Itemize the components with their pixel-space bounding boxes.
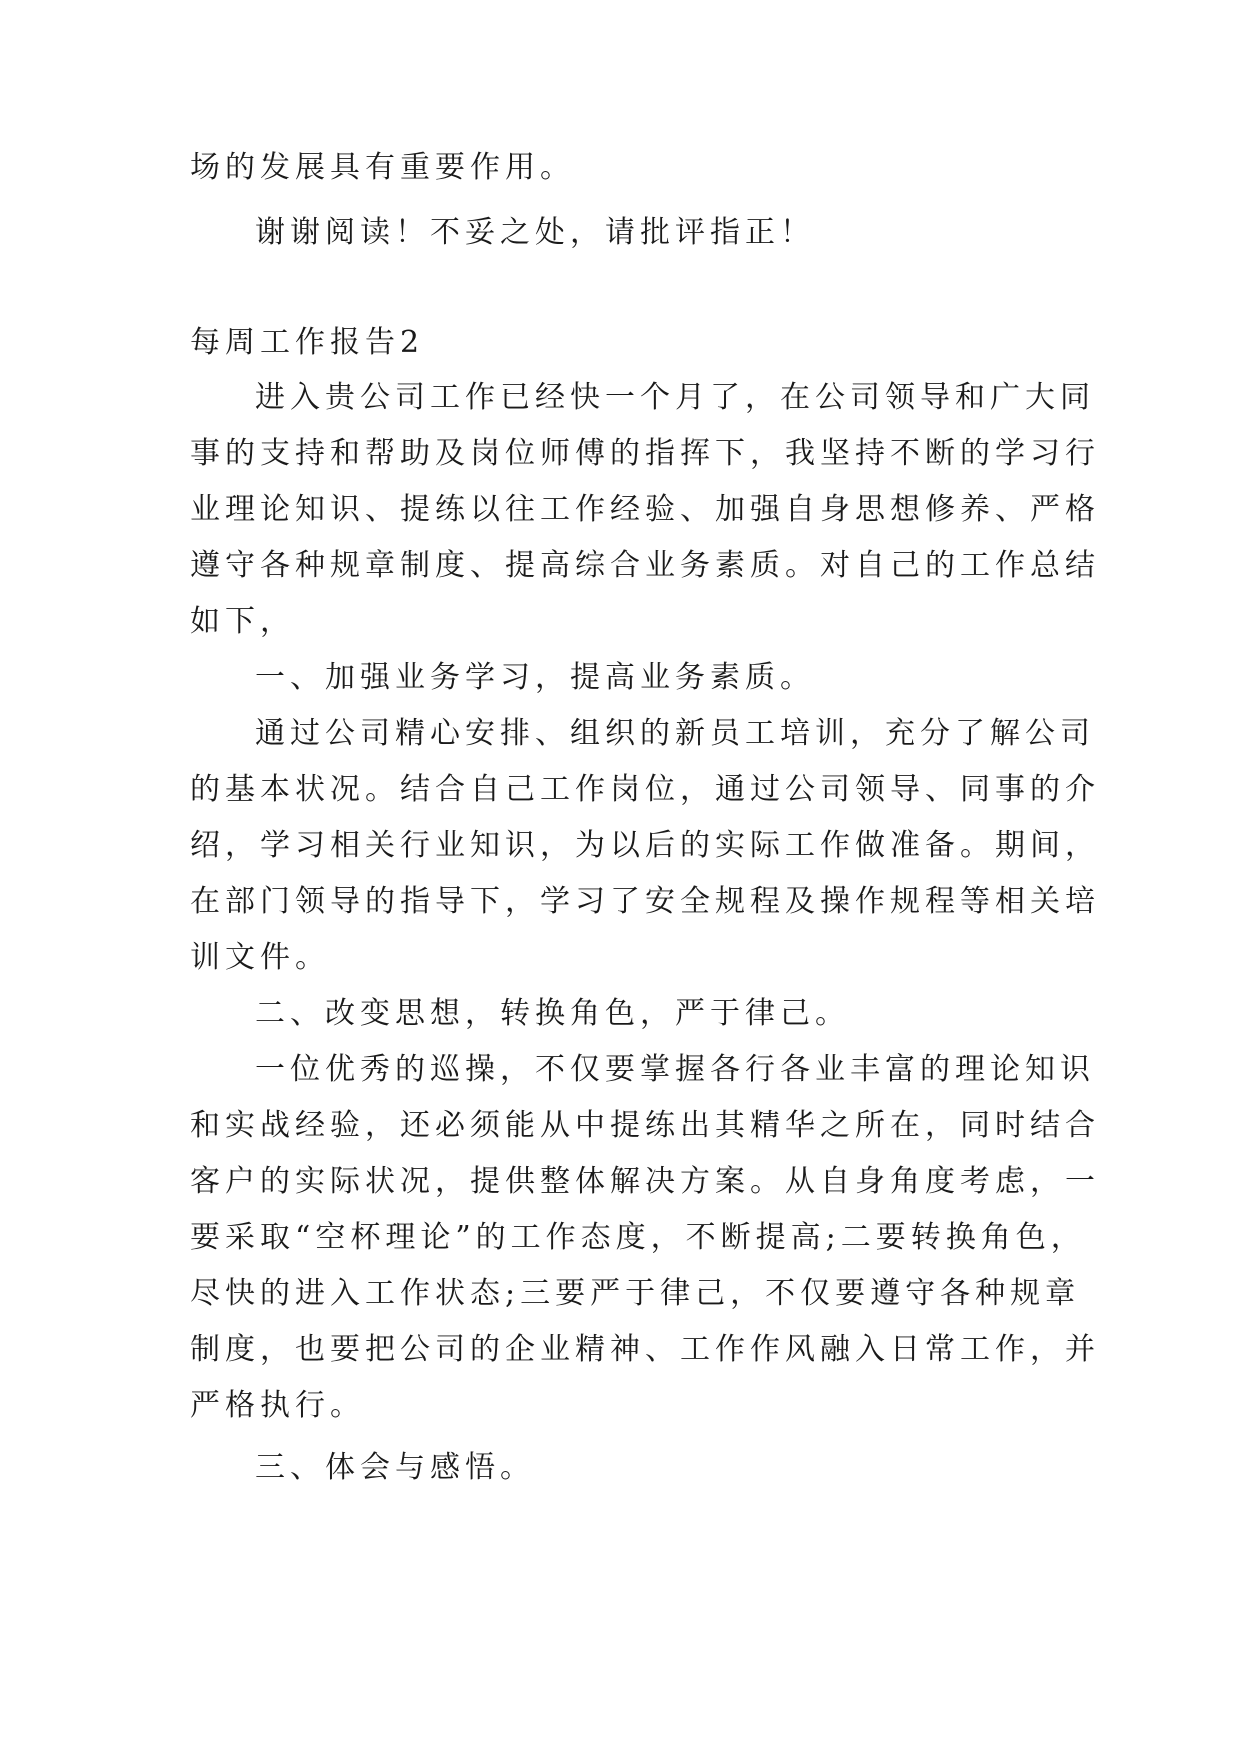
section-heading: 二、改变思想，转换角色，严于律己。 [255, 996, 850, 1031]
paragraph-line: 严格执行。 [190, 1388, 365, 1423]
paragraph-line: 场的发展具有重要作用。 [190, 150, 575, 185]
paragraph-line: 业理论知识、提练以往工作经验、加强自身思想修养、严格 [190, 492, 1100, 527]
paragraph-line: 要采取“空杯理论”的工作态度，不断提高;二要转换角色， [190, 1220, 1086, 1255]
paragraph-line: 进入贵公司工作已经快一个月了，在公司领导和广大同 [255, 380, 1095, 415]
paragraph-line: 通过公司精心安排、组织的新员工培训，充分了解公司 [255, 716, 1095, 751]
paragraph-line: 客户的实际状况，提供整体解决方案。从自身角度考虑，一 [190, 1164, 1100, 1199]
paragraph-line: 在部门领导的指导下，学习了安全规程及操作规程等相关培 [190, 884, 1100, 919]
paragraph-line: 事的支持和帮助及岗位师傅的指挥下，我坚持不断的学习行 [190, 436, 1100, 471]
paragraph-line: 如下， [190, 604, 295, 639]
paragraph-line: 尽快的进入工作状态;三要严于律己，不仅要遵守各种规章 [190, 1276, 1081, 1311]
paragraph-line: 绍，学习相关行业知识，为以后的实际工作做准备。期间， [190, 828, 1100, 863]
paragraph-line: 制度，也要把公司的企业精神、工作作风融入日常工作，并 [190, 1332, 1100, 1367]
closing-line: 谢谢阅读！不妥之处，请批评指正！ [255, 215, 815, 250]
section-title: 每周工作报告2 [190, 325, 425, 360]
paragraph-line: 训文件。 [190, 940, 330, 975]
section-heading: 三、体会与感悟。 [255, 1450, 535, 1485]
paragraph-line: 和实战经验，还必须能从中提练出其精华之所在，同时结合 [190, 1108, 1100, 1143]
section-heading: 一、加强业务学习，提高业务素质。 [255, 660, 815, 695]
paragraph-line: 的基本状况。结合自己工作岗位，通过公司领导、同事的介 [190, 772, 1100, 807]
paragraph-line: 一位优秀的巡操，不仅要掌握各行各业丰富的理论知识 [255, 1052, 1095, 1087]
paragraph-line: 遵守各种规章制度、提高综合业务素质。对自己的工作总结 [190, 548, 1100, 583]
